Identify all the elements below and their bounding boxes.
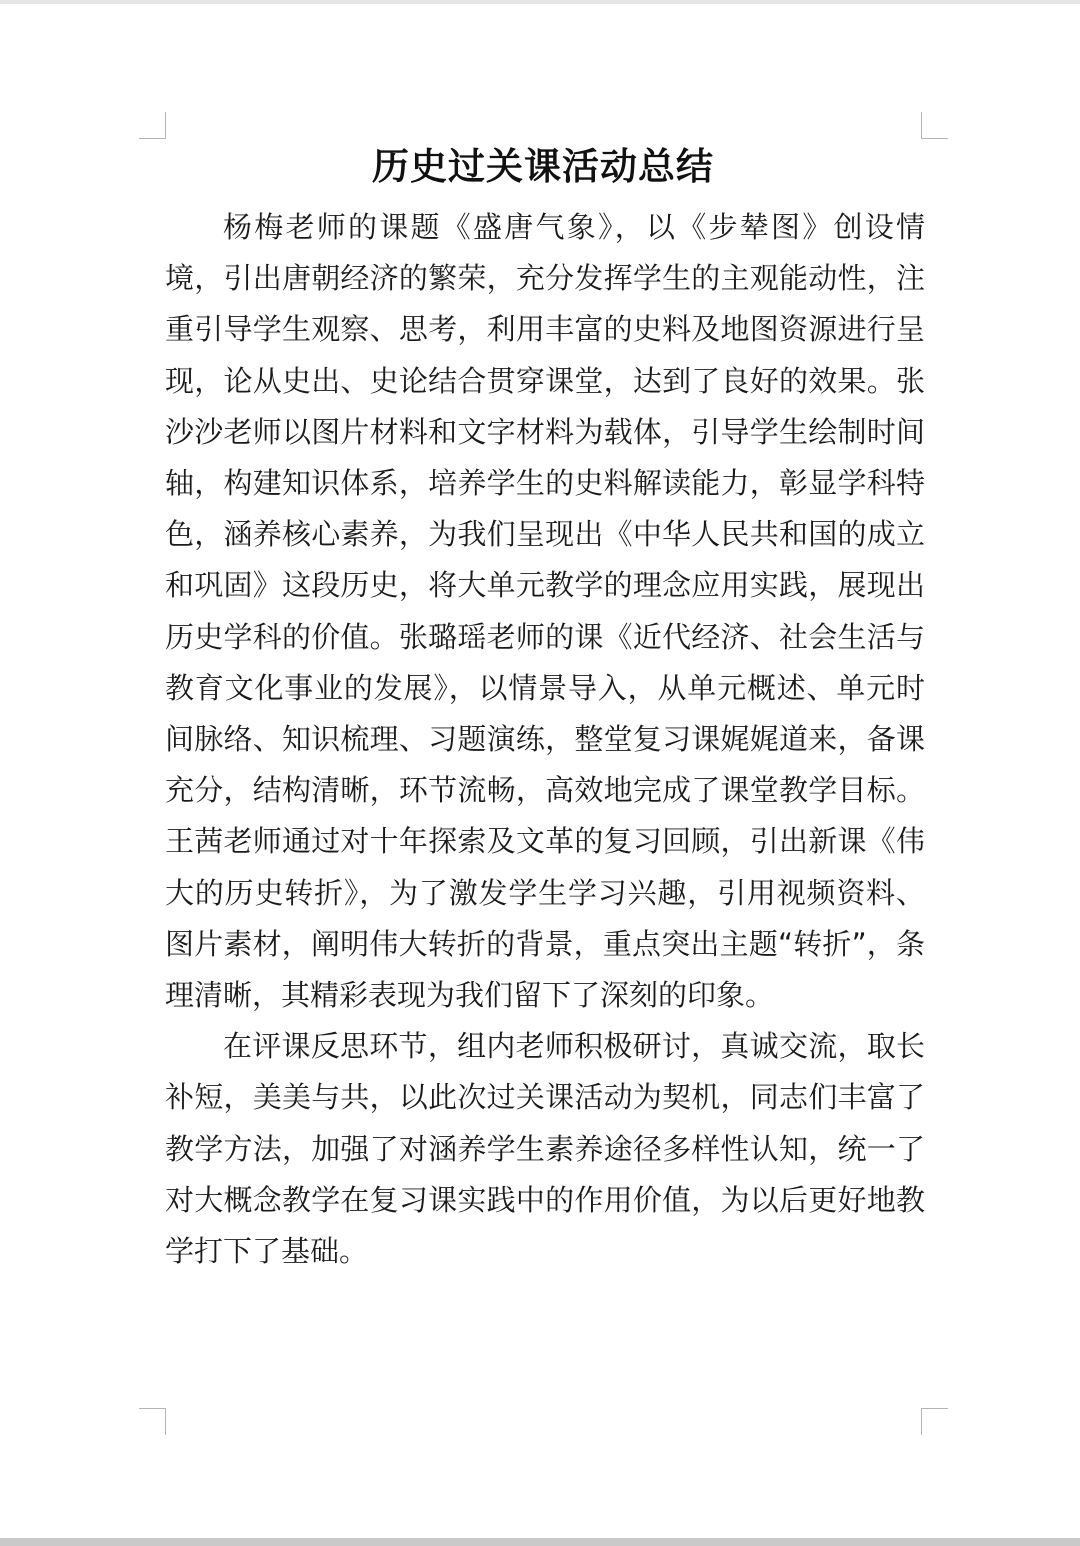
margin-corner-bottom-right xyxy=(921,1408,948,1435)
margin-corner-bottom-left xyxy=(139,1408,166,1435)
paragraph-1: 杨梅老师的课题《盛唐气象》，以《步辇图》创设情境，引出唐朝经济的繁荣，充分发挥学生的主观能动性，注重引导学生观察、思考，利用丰富的史料及地图资源进行呈现，论从史出、史论结合贯穿课堂，达到了良好的效果。张沙沙老师以图片材料和文字材料为载体，引导学生绘制时间轴，构建知识体系，培养学生的史料解读能力，彰显学科特色，涵养核心素养，为我们呈现出《中华人民共和国的成立和巩固》这段历史，将大单元教学的理念应用实践，展现出历史学科的价值。张璐瑶老师的课《近代经济、社会生活与教育文化事业的发展》，以情景导入，从单元概述、单元时间脉络、知识梳理、习题演练，整堂复习课娓娓道来，备课充分，结构清晰，环节流畅，高效地完成了课堂教学目标。王茜老师通过对十年探索及文革的复习回顾，引出新课《伟大的历史转折》，为了激发学生学习兴趣，引用视频资料、图片素材，阐明伟大转折的背景，重点突出主题“转折”，条理清晰，其精彩表现为我们留下了深刻的印象。 xyxy=(165,210,925,1013)
document-body xyxy=(165,202,925,1277)
document-title: 历史过关课活动总结 xyxy=(372,145,714,188)
paragraph-2: 在评课反思环节，组内老师积极研讨，真诚交流，取长补短，美美与共，以此次过关课活动为契机，同志们丰富了教学方法，加强了对涵养学生素养途径多样性认知，统一了对大概念教学在复习课实践中的作用价值，为以后更好地教学打下了基础。 xyxy=(165,1029,925,1269)
margin-corner-top-left xyxy=(139,112,166,139)
document-page xyxy=(0,4,1080,1538)
margin-corner-top-right xyxy=(921,112,948,139)
page-bottom-edge xyxy=(0,1538,1080,1546)
